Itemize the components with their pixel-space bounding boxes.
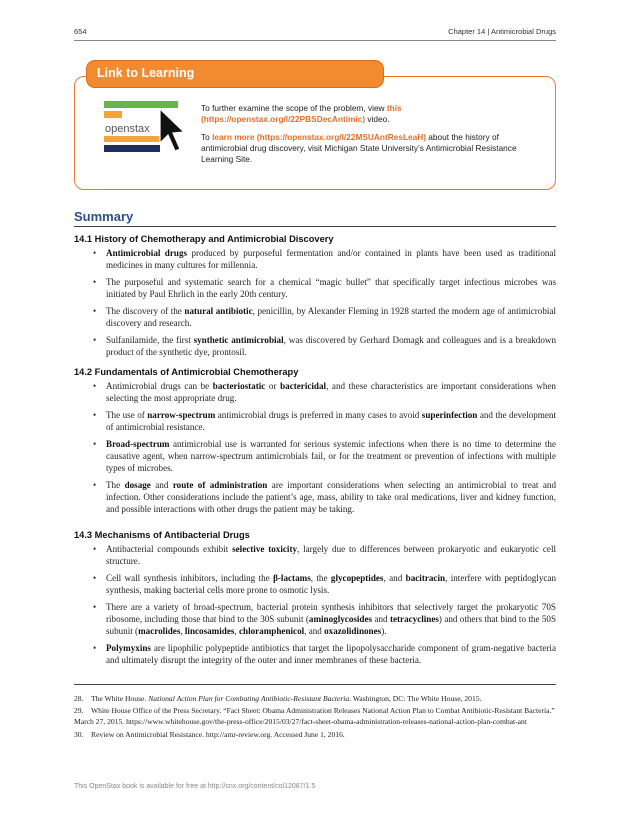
bold-term: oxazolidinones (324, 626, 382, 637)
text-run: , and (304, 626, 325, 637)
link-to-learning-text (201, 103, 541, 171)
summary-heading: Summary (74, 209, 134, 224)
text-run: The White House. (91, 694, 149, 703)
page-header (74, 24, 556, 38)
text-run: produced by purposeful fermentation and/or contained in plants have been used as traditional medicines in many cultures for millennia. (106, 248, 556, 271)
footnote (74, 705, 556, 727)
chapter-title: Chapter 14 | Antimicrobial Drugs (448, 27, 556, 36)
bold-term: Broad-spectrum (106, 438, 170, 449)
text-run: Review on Antimicrobial Resistance. http://amr-review.org. Accessed June 1, 2016. (91, 729, 345, 739)
bold-term: selective toxicity (232, 544, 298, 554)
summary-bullet (74, 601, 556, 638)
summary-bullet (74, 276, 556, 300)
video-link[interactable]: this (https://openstax.org/l/22PBSDecAntimic) (201, 103, 402, 125)
openstax-logo-icon (104, 99, 194, 159)
text-run: , the (310, 572, 331, 583)
summary-bullet (74, 642, 556, 666)
text-run: , was discovered by Gerhard Domagk and colleagues and is a breakdown product of the synthetic dye, prontosil. (106, 334, 556, 357)
page-number: 654 (74, 27, 87, 36)
summary-bullet (74, 409, 556, 433)
summary-bullet (74, 334, 556, 358)
bold-term: synthetic antimicrobial (193, 334, 284, 345)
text-run: Sulfanilamide, the first (106, 334, 194, 345)
bold-term: macrolides (138, 626, 181, 637)
section-list-14-2 (74, 380, 556, 520)
footnotes (74, 693, 556, 741)
bold-term: aminoglycosides (308, 614, 373, 625)
italic-title: National Action Plan for Combating Antibiotic-Resistant Bacteria (148, 694, 350, 703)
bold-term: bactericidal (280, 381, 327, 391)
summary-divider (74, 226, 556, 227)
footnote (74, 693, 556, 704)
bold-term: lincosamides (184, 626, 235, 637)
text-run: , largely due to differences between prokaryotic and eukaryotic cell structure. (106, 544, 557, 567)
text-run: are lipophilic polypeptide antibiotics that target the lipopolysaccharide component of gram-negative bacteria and ultimately disrupt the integrity of the outer and inner membranes of these bacteria. (106, 642, 556, 666)
summary-bullet (74, 543, 556, 567)
bold-term: narrow-spectrum (147, 409, 216, 420)
bold-term: chloramphenicol (238, 626, 305, 637)
link-to-learning-title: Link to Learning (86, 60, 384, 88)
text-run: Antimicrobial drugs can be (106, 381, 213, 391)
section-heading-14-1: 14.1 History of Chemotherapy and Antimicrobial Discovery (74, 234, 334, 244)
footnote (74, 729, 556, 740)
bold-term: tetracyclines (389, 614, 439, 625)
text-run: antimicrobial use is warranted for serious systemic infections when there is no time to determine the causative agent, when narrow-spectrum antimicrobials fail, or for the treatment or prevention of infections with multiple types of microbes. (106, 438, 556, 474)
header-divider (74, 40, 556, 41)
text-run: , interfere with peptidoglycan synthesis, making bacterial cells more prone to osmotic lysis. (106, 572, 556, 596)
text-run: The discovery of the (106, 305, 185, 316)
bold-term: β-lactams (273, 572, 311, 583)
ltl-paragraph-2: To learn more (https://openstax.org/l/22MSUAntResLeaH) about the history of antimicrobial drug discovery, visit Michigan State University’s Antimicrobial Resistance Learning Site. (201, 131, 517, 165)
text-run: There are a variety of broad-spectrum, bacterial protein synthesis inhibitors that selectively target the prokaryotic 70S ribosome, including those that bind to the 30S subunit ( (106, 601, 556, 625)
text-run: , (234, 626, 239, 637)
bold-term: Polymyxins (106, 642, 151, 653)
text-run: are important considerations when selecting an antimicrobial to treat and infection. Other considerations include the patient’s age, mass, ability to take oral medications, liver and kidney function, and possible interactions with other drugs the patient may be taking. (106, 479, 556, 515)
ltl-paragraph-1: To further examine the scope of the problem, view this (https://openstax.org/l/22PBSDecAntimic) video. (201, 103, 402, 125)
text-run: The purposeful and systematic search for a chemical “magic bullet” that specifically target infectious microbes was initiated by Paul Ehrlich in the early 20th century. (106, 276, 556, 300)
text-run: , and these characteristics are important considerations when selecting the most appropriate drug. (106, 381, 556, 404)
bold-term: natural antibiotic (184, 305, 253, 316)
bold-term: superinfection (421, 409, 478, 420)
section-heading-14-3: 14.3 Mechanisms of Antibacterial Drugs (74, 530, 250, 540)
text-run: White House Office of the Press Secretary. “Fact Sheet: Obama Administration Releases National Action Plan to Combat Antibiotic-Resistant Bacteria.” March 27, 2015. https://www.whitehouse.gov/the-press-office/2015/03/27/fact-sheet-obama-administration-releases-national-action-plan-combat-ant (74, 706, 555, 727)
summary-bullet (74, 380, 556, 404)
page-footer: This OpenStax book is available for free at http://cnx.org/content/col12087/1.5 (74, 783, 316, 790)
logo-wordmark: openstax (105, 123, 150, 135)
text-run: , penicillin, by Alexander Fleming in 1928 started the modern age of antimicrobial discovery and research. (106, 305, 556, 329)
text-run: ) and others that bind to the 50S subunit ( (106, 614, 556, 637)
section-list-14-1 (74, 247, 556, 363)
summary-bullet (74, 305, 556, 329)
text-run: ). (381, 626, 387, 637)
summary-bullet (74, 479, 556, 516)
text-run: Antibacterial compounds exhibit (106, 544, 233, 554)
text-run: or (265, 381, 281, 391)
bold-term: bacteriostatic (212, 381, 266, 391)
text-run: and (372, 614, 390, 625)
text-run: , and (383, 572, 406, 583)
summary-bullet (74, 247, 556, 271)
section-heading-14-2: 14.2 Fundamentals of Antimicrobial Chemotherapy (74, 367, 299, 377)
bold-term: bacitracin (405, 572, 446, 583)
footnote-number: 29. (74, 706, 84, 716)
summary-bullet (74, 572, 556, 596)
bold-term: dosage (124, 479, 151, 490)
footnote-number: 28. (74, 694, 84, 703)
summary-bullet (74, 438, 556, 475)
text-run: antimicrobial drugs is preferred in many cases to avoid (215, 409, 422, 420)
text-run: , (180, 626, 185, 637)
footnote-number: 30. (74, 729, 84, 739)
text-run: and (150, 479, 173, 490)
learn-more-link[interactable]: learn more (https://openstax.org/l/22MSUAntResLeaH) (212, 131, 426, 142)
text-run: The use of (106, 409, 148, 420)
bold-term: route of administration (172, 479, 268, 490)
text-run: The (106, 479, 125, 490)
text-run: Cell wall synthesis inhibitors, including the (106, 572, 274, 583)
section-list-14-3 (74, 543, 556, 671)
footnote-divider (74, 684, 556, 685)
text-run: and the development of antimicrobial resistance. (106, 409, 556, 433)
bold-term: glycopeptides (330, 572, 384, 583)
bold-term: Antimicrobial drugs (106, 248, 188, 258)
text-run: . Washington, DC: The White House, 2015. (349, 694, 482, 703)
